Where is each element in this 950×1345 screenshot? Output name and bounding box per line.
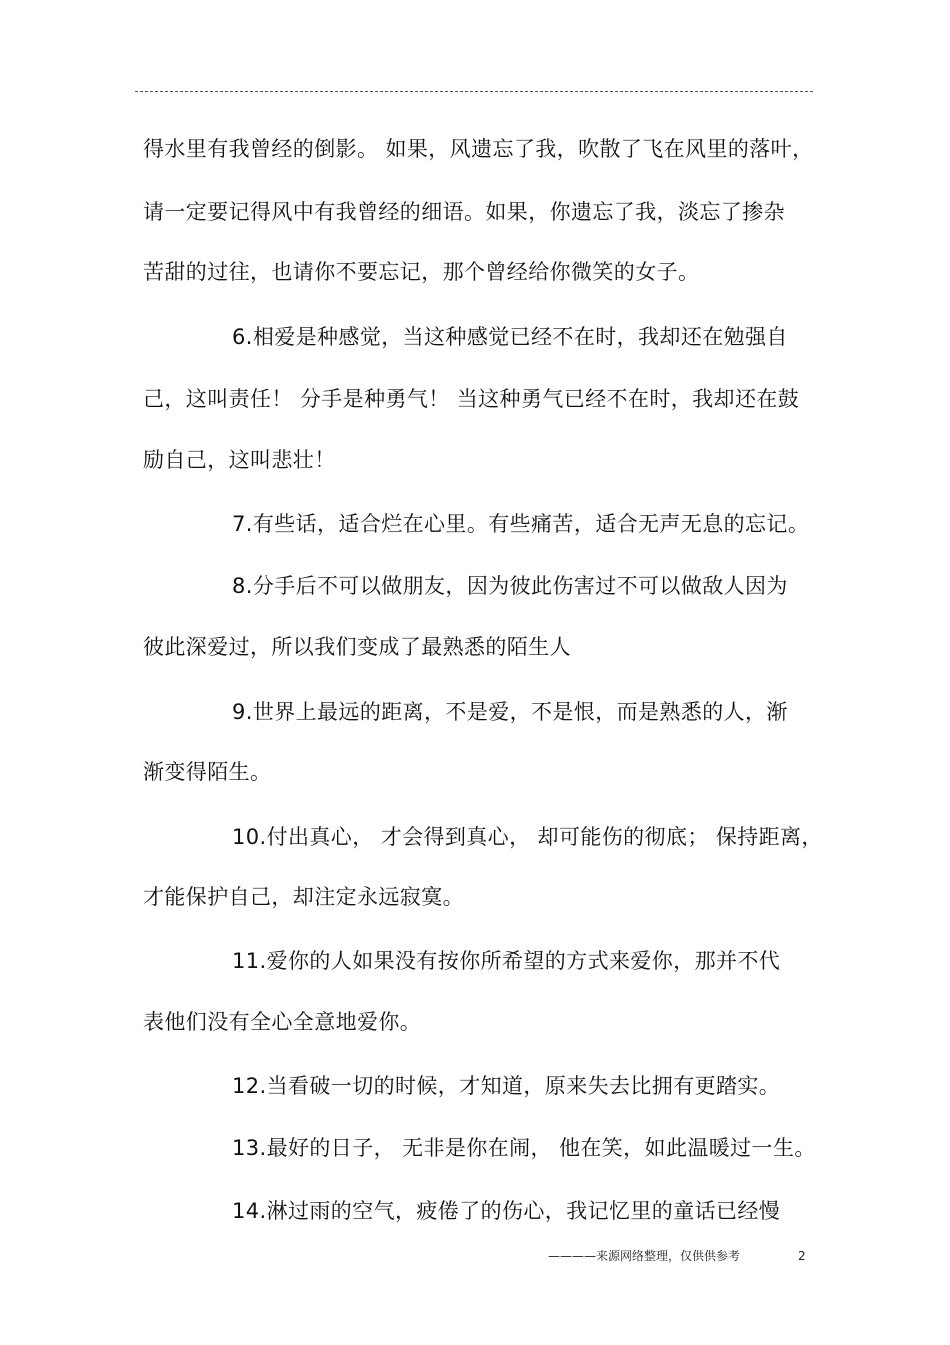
- text-line-17: 13.最好的日子， 无非是你在闹， 他在笑，如此温暖过一生。: [232, 1136, 816, 1160]
- text-line-14: 11.爱你的人如果没有按你所希望的方式来爱你，那并不代: [232, 949, 781, 973]
- page-number: 2: [798, 1249, 806, 1263]
- text-line-16: 12.当看破一切的时候，才知道，原来失去比拥有更踏实。: [232, 1074, 781, 1098]
- text-line-10: 9.世界上最远的距离，不是爱，不是恨，而是熟悉的人，渐: [232, 700, 788, 724]
- text-line-8: 8.分手后不可以做朋友，因为彼此伤害过不可以做敌人因为: [232, 574, 788, 598]
- text-line-5: 己，这叫责任！ 分手是种勇气！ 当这种勇气已经不在时，我却还在鼓: [143, 387, 800, 411]
- text-line-12: 10.付出真心， 才会得到真心， 却可能伤的彻底； 保持距离，: [232, 825, 823, 849]
- footer-source-note: ————来源网络整理，仅供供参考: [548, 1249, 741, 1263]
- text-line-7: 7.有些话，适合烂在心里。有些痛苦，适合无声无息的忘记。: [232, 512, 810, 536]
- text-line-11: 渐变得陌生。: [143, 760, 272, 784]
- header-divider: [135, 91, 813, 92]
- text-line-4: 6.相爱是种感觉，当这种感觉已经不在时，我却还在勉强自: [232, 325, 788, 349]
- text-line-9: 彼此深爱过，所以我们变成了最熟悉的陌生人: [143, 635, 571, 659]
- text-line-18: 14.淋过雨的空气，疲倦了的伤心，我记忆里的童话已经慢: [232, 1199, 781, 1223]
- text-line-6: 励自己，这叫悲壮！: [143, 448, 336, 472]
- text-line-1: 得水里有我曾经的倒影。 如果，风遗忘了我，吹散了飞在风里的落叶，: [143, 137, 814, 161]
- text-line-13: 才能保护自己，却注定永远寂寞。: [143, 885, 464, 909]
- text-line-15: 表他们没有全心全意地爱你。: [143, 1010, 422, 1034]
- text-line-2: 请一定要记得风中有我曾经的细语。如果，你遗忘了我，淡忘了掺杂: [143, 200, 785, 224]
- text-line-3: 苦甜的过往，也请你不要忘记，那个曾经给你微笑的女子。: [143, 260, 700, 284]
